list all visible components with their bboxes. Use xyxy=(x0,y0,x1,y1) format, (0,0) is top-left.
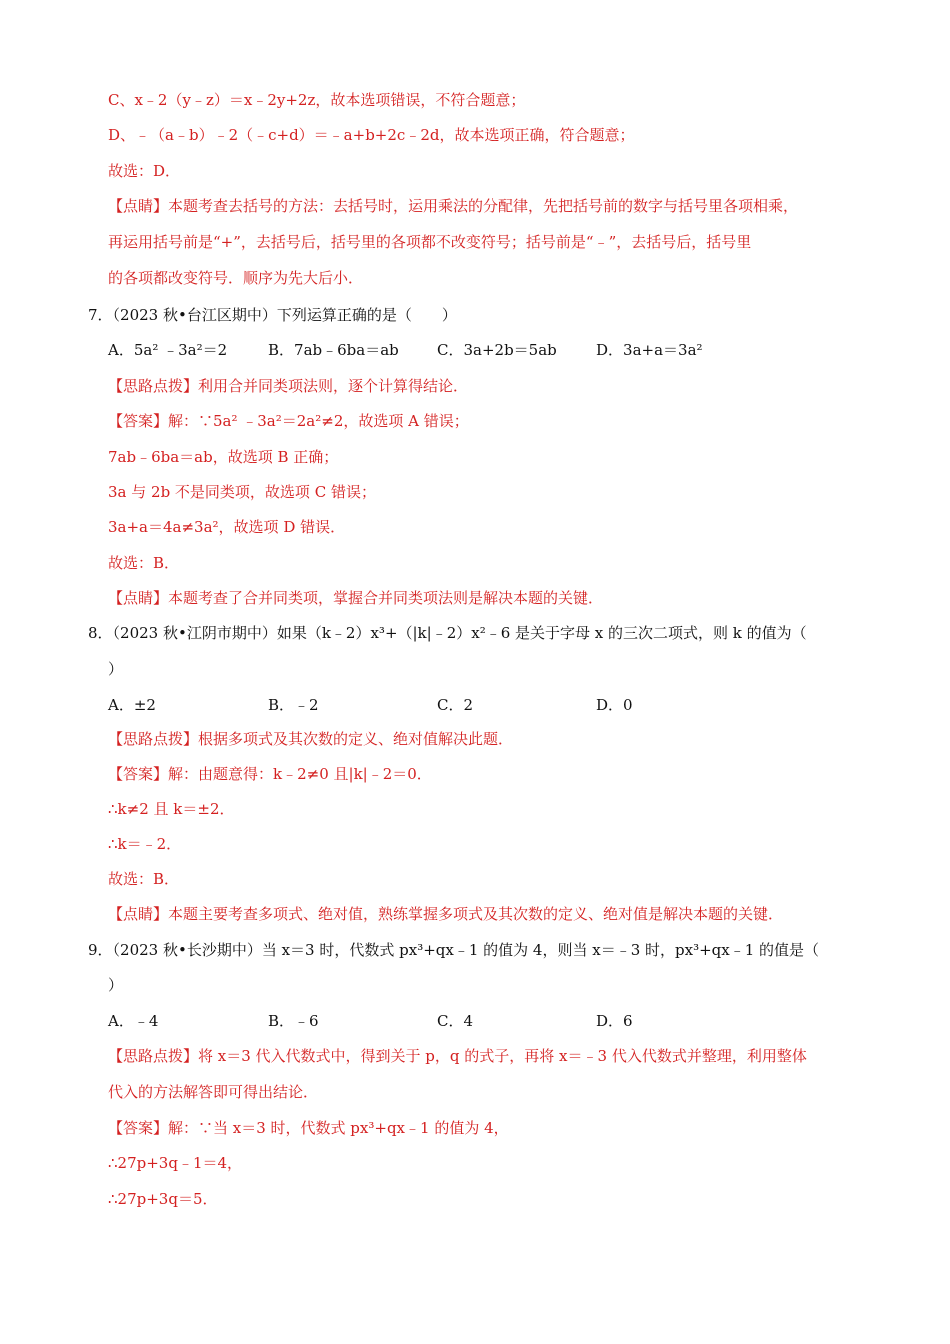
question-9-answer-1: 【答案】解：∵当 x＝3 时，代数式 px³+qx﹣1 的值为 4， xyxy=(108,1119,509,1137)
question-9-option-c: C．4 xyxy=(437,1012,474,1030)
question-7-option-a: A．5a² ﹣3a²＝2 xyxy=(108,341,228,359)
question-7-stem: 7．（2023 秋•台江区期中）下列运算正确的是（ ） xyxy=(88,306,457,324)
question-8-hint: 【思路点拨】根据多项式及其次数的定义、绝对值解决此题． xyxy=(108,730,514,748)
question-8-stem-cont: ） xyxy=(108,660,124,678)
question-9-stem-cont: ） xyxy=(108,976,124,994)
question-8-answer-2: ∴k≠2 且 k＝±2． xyxy=(108,800,235,818)
question-8-note: 【点睛】本题主要考查多项式、绝对值，熟练掌握多项式及其次数的定义、绝对值是解决本题的关键． xyxy=(108,905,784,923)
solution-line-c: C、x﹣2（y﹣z）＝x﹣2y+2z，故本选项错误，不符合题意； xyxy=(108,91,526,109)
question-7-answer-4: 3a+a＝4a≠3a²，故选项 D 错误． xyxy=(108,518,346,536)
question-7-answer-2: 7ab﹣6ba＝ab，故选项 B 正确； xyxy=(108,448,339,466)
question-8-option-a: A．±2 xyxy=(108,696,156,714)
question-9-option-d: D．6 xyxy=(596,1012,633,1030)
question-7-option-c: C．3a+2b＝5ab xyxy=(437,341,557,359)
question-9-option-a: A．﹣4 xyxy=(108,1012,159,1030)
question-9-answer-3: ∴27p+3q＝5． xyxy=(108,1190,218,1208)
question-7-choose: 故选：B． xyxy=(108,554,180,572)
question-8-answer-3: ∴k＝﹣2． xyxy=(108,835,182,853)
question-8-option-d: D．0 xyxy=(596,696,633,714)
question-8-choose: 故选：B． xyxy=(108,870,180,888)
question-8-answer-1: 【答案】解：由题意得：k﹣2≠0 且|k|﹣2＝0． xyxy=(108,765,432,783)
note-line-2: 再运用括号前是“+”，去括号后，括号里的各项都不改变符号；括号前是“﹣”，去括号后，括号里 xyxy=(108,233,752,251)
question-7-option-b: B．7ab﹣6ba＝ab xyxy=(268,341,399,359)
note-line-1: 【点睛】本题考查去括号的方法：去括号时，运用乘法的分配律，先把括号前的数字与括号里各项相乘， xyxy=(108,197,799,215)
question-9-hint-2: 代入的方法解答即可得出结论． xyxy=(108,1083,319,1101)
question-9-stem: 9．（2023 秋•长沙期中）当 x＝3 时，代数式 px³+qx﹣1 的值为 4，则当 x＝﹣3 时，px³+qx﹣1 的值是（ xyxy=(88,941,820,959)
question-8-stem: 8．（2023 秋•江阴市期中）如果（k﹣2）x³+（|k|﹣2）x²﹣6 是关于字母 x 的三次二项式，则 k 的值为（ xyxy=(88,624,807,642)
note-line-3: 的各项都改变符号．顺序为先大后小． xyxy=(108,269,364,287)
question-8-option-b: B．﹣2 xyxy=(268,696,319,714)
question-9-answer-2: ∴27p+3q﹣1＝4， xyxy=(108,1154,243,1172)
question-8-option-c: C．2 xyxy=(437,696,474,714)
question-9-option-b: B．﹣6 xyxy=(268,1012,319,1030)
question-7-option-d: D．3a+a＝3a² xyxy=(596,341,703,359)
solution-choose: 故选：D． xyxy=(108,162,181,180)
solution-line-d: D、﹣（a﹣b）﹣2（﹣c+d）＝﹣a+b+2c﹣2d，故本选项正确，符合题意； xyxy=(108,126,635,144)
question-7-answer-3: 3a 与 2b 不是同类项，故选项 C 错误； xyxy=(108,483,376,501)
question-9-hint-1: 【思路点拨】将 x＝3 代入代数式中，得到关于 p，q 的式子，再将 x＝﹣3 代入代数式并整理，利用整体 xyxy=(108,1047,807,1065)
question-7-hint: 【思路点拨】利用合并同类项法则，逐个计算得结论． xyxy=(108,377,469,395)
question-7-answer-1: 【答案】解：∵5a² ﹣3a²＝2a²≠2，故选项 A 错误； xyxy=(108,412,469,430)
question-7-note: 【点睛】本题考查了合并同类项，掌握合并同类项法则是解决本题的关键． xyxy=(108,589,604,607)
